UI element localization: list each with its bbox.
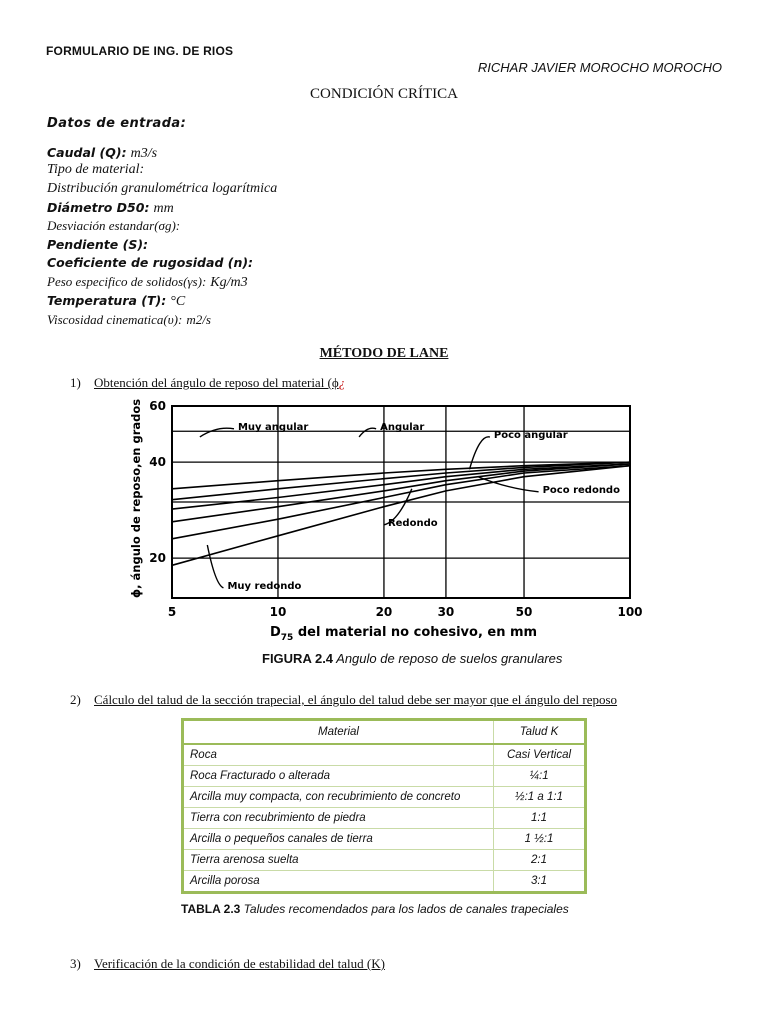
input-desviacion: Desviación estandar(σg):: [47, 218, 181, 233]
table-header-talud: Talud K: [494, 720, 586, 745]
curve-label: Redondo: [387, 517, 438, 529]
input-rugosidad: Coeficiente de rugosidad (n):: [47, 255, 254, 270]
table-cell-talud: 2:1: [494, 850, 586, 871]
step-3-text: Verificación de la condición de estabilidad del talud (K): [94, 956, 385, 971]
talud-table: [181, 718, 587, 894]
input-temperatura: [47, 292, 185, 310]
step-2-text: Cálculo del talud de la sección trapecial, el ángulo del talud debe ser mayor que el ángulo del reposo: [94, 692, 618, 707]
temperatura-label: Temperatura (T):: [47, 293, 167, 308]
diametro-label: Diámetro D50:: [47, 200, 150, 215]
y-tick-label: 20: [149, 551, 166, 566]
table-row: [183, 787, 586, 808]
x-tick-label: 10: [269, 605, 287, 619]
curve-leader-line: [200, 428, 234, 437]
input-tipo-material: Tipo de material:: [47, 162, 145, 177]
step-3-number: 3): [70, 956, 81, 971]
x-tick-label: 5: [167, 605, 177, 619]
step-2: [70, 692, 617, 708]
x-tick-label: 20: [375, 605, 393, 619]
viscosidad-label: Viscosidad cinematica(υ):: [47, 312, 183, 327]
table-cell-material: Arcilla o pequeños canales de tierra: [183, 829, 494, 850]
caudal-label: Caudal (Q):: [47, 145, 127, 160]
table-cell-talud: Casi Vertical: [494, 744, 586, 766]
table-cell-material: Arcilla muy compacta, con recubrimiento de concreto: [183, 787, 494, 808]
y-tick-label: 40: [149, 455, 166, 470]
table-caption-number: TABLA 2.3: [181, 902, 241, 916]
step-3: [70, 956, 385, 972]
step-2-number: 2): [70, 692, 81, 707]
step-1-text: Obtención del ángulo de reposo del material (ϕ: [94, 375, 339, 390]
table-row: [183, 829, 586, 850]
page-title: CONDICIÓN CRÍTICA: [310, 86, 458, 102]
step-1-tail: ¿: [338, 375, 346, 390]
table-cell-talud: 3:1: [494, 871, 586, 893]
x-axis-label-sub: 75: [280, 633, 294, 643]
table-cell-talud: ¼:1: [494, 766, 586, 787]
input-distribucion: Distribución granulométrica logarítmica: [47, 181, 278, 196]
curve-leader-line: [469, 437, 489, 469]
table-cell-material: Arcilla porosa: [183, 871, 494, 893]
repose-angle-chart: [120, 398, 648, 648]
table-cell-material: Roca Fracturado o alterada: [183, 766, 494, 787]
x-axis-label: [270, 625, 537, 643]
peso-label: Peso especifico de solidos(γs):: [47, 274, 207, 289]
curve-leader-line: [359, 428, 376, 437]
table-row: [183, 871, 586, 893]
curve-label: Angular: [380, 421, 425, 433]
input-diametro: [47, 199, 174, 217]
table-caption-text: Taludes recomendados para los lados de canales trapeciales: [240, 902, 569, 916]
method-title: MÉTODO DE LANE: [319, 346, 449, 361]
figure-caption-number: FIGURA 2.4: [262, 651, 334, 666]
table-row: [183, 808, 586, 829]
diametro-unit: mm: [153, 201, 174, 216]
table-header-material: Material: [183, 720, 494, 745]
table-cell-talud: 1 ½:1: [494, 829, 586, 850]
table-cell-talud: 1:1: [494, 808, 586, 829]
table-cell-material: Roca: [183, 744, 494, 766]
table-header-row: [183, 720, 586, 745]
curve-label: Muy redondo: [227, 580, 302, 592]
inputs-heading: Datos de entrada:: [47, 116, 187, 131]
curve-label: Muy angular: [237, 421, 309, 433]
temperatura-unit: °C: [170, 294, 186, 309]
table-cell-talud: ½:1 a 1:1: [494, 787, 586, 808]
document-header-left: FORMULARIO DE ING. DE RIOS: [46, 44, 234, 58]
table-caption: [181, 902, 569, 916]
step-1-number: 1): [70, 375, 81, 390]
table-row: [183, 766, 586, 787]
y-tick-label: 60: [149, 399, 166, 413]
input-pendiente: Pendiente (S):: [47, 237, 149, 252]
x-tick-label: 100: [617, 605, 643, 619]
table-row: [183, 850, 586, 871]
table-cell-material: Tierra arenosa suelta: [183, 850, 494, 871]
curve-muy-redondo: [172, 466, 630, 566]
y-axis-label: ϕ, ángulo de reposo,en grados: [129, 398, 143, 598]
x-axis-label-rest: del material no cohesivo, en mm: [293, 625, 538, 640]
input-viscosidad: [47, 311, 211, 329]
table-row: [183, 744, 586, 766]
peso-unit: Kg/m3: [210, 275, 248, 290]
curve-label: Poco redondo: [542, 484, 620, 496]
viscosidad-unit: m2/s: [186, 312, 211, 327]
input-peso: [47, 273, 248, 291]
x-axis-label-main: D: [270, 625, 281, 640]
figure-caption-text: Angulo de reposo de suelos granulares: [333, 651, 563, 666]
x-tick-label: 30: [437, 605, 455, 619]
document-header-author: RICHAR JAVIER MOROCHO MOROCHO: [477, 60, 722, 75]
step-1: [70, 375, 345, 391]
input-caudal: [47, 144, 157, 162]
x-tick-label: 50: [515, 605, 533, 619]
figure-caption: [262, 651, 562, 666]
table-cell-material: Tierra con recubrimiento de piedra: [183, 808, 494, 829]
curve-label: Poco angular: [493, 430, 568, 442]
caudal-unit: m3/s: [130, 146, 158, 161]
